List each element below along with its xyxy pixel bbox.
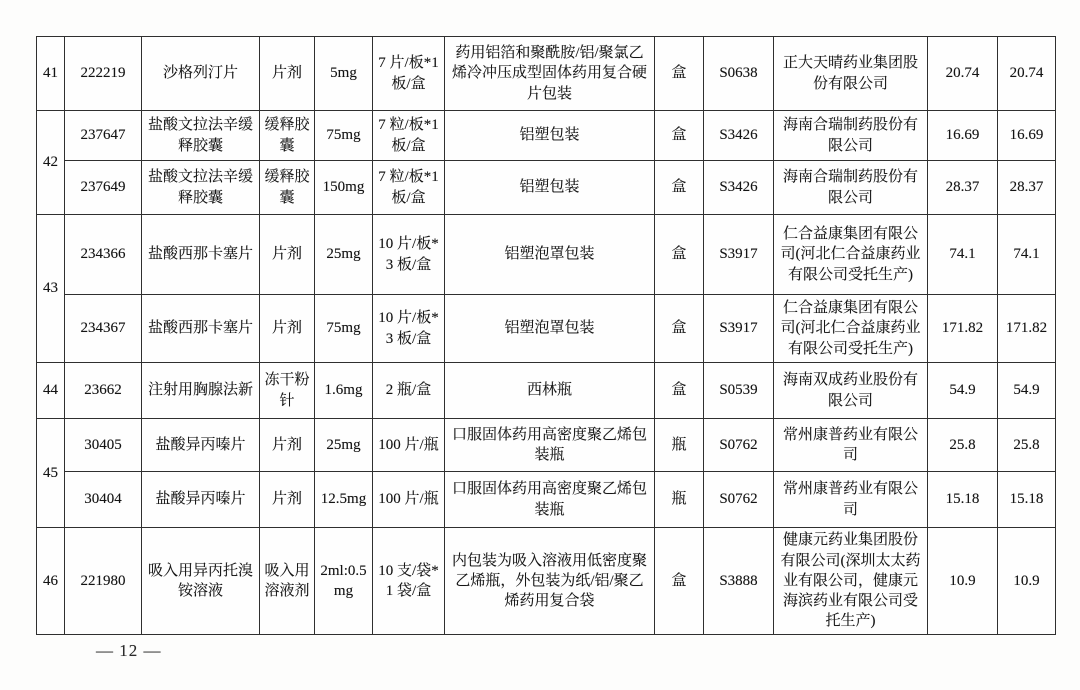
dosage-form-cell: 冻干粉针 [260,363,315,419]
spec-cell: 150mg [315,161,373,215]
drug-code-cell: 234367 [65,295,142,363]
spec-cell: 5mg [315,37,373,111]
spec-cell: 75mg [315,295,373,363]
drug-name-cell: 盐酸西那卡塞片 [142,215,260,295]
company-code-cell: S0539 [704,363,774,419]
price2-cell: 15.18 [998,472,1056,528]
price1-cell: 10.9 [928,528,998,635]
price1-cell: 15.18 [928,472,998,528]
dosage-form-cell: 片剂 [260,215,315,295]
drug-code-cell: 222219 [65,37,142,111]
table-row [37,472,1056,528]
price2-cell: 10.9 [998,528,1056,635]
drug-name-cell: 盐酸异丙嗪片 [142,419,260,472]
drug-name-cell: 吸入用异丙托溴铵溶液 [142,528,260,635]
package-spec-cell: 10 支/袋*1 袋/盒 [373,528,445,635]
company-code-cell: S3917 [704,295,774,363]
table-row [37,37,1056,111]
company-code-cell: S3917 [704,215,774,295]
package-spec-cell: 10 片/板*3 板/盒 [373,215,445,295]
spec-cell: 25mg [315,419,373,472]
unit-cell: 盒 [655,161,704,215]
price1-cell: 28.37 [928,161,998,215]
company-code-cell: S0762 [704,419,774,472]
package-material-cell: 西林瓶 [445,363,655,419]
table-row [37,295,1056,363]
drug-code-cell: 237647 [65,111,142,161]
table-row [37,111,1056,161]
dosage-form-cell: 吸入用溶液剂 [260,528,315,635]
package-material-cell: 口服固体药用高密度聚乙烯包装瓶 [445,472,655,528]
drug-name-cell: 沙格列汀片 [142,37,260,111]
price2-cell: 171.82 [998,295,1056,363]
package-spec-cell: 7 粒/板*1 板/盒 [373,111,445,161]
manufacturer-cell: 常州康普药业有限公司 [774,472,928,528]
price2-cell: 28.37 [998,161,1056,215]
drug-name-cell: 盐酸异丙嗪片 [142,472,260,528]
row-number-cell: 44 [37,363,65,419]
manufacturer-cell: 常州康普药业有限公司 [774,419,928,472]
package-spec-cell: 7 粒/板*1 板/盒 [373,161,445,215]
manufacturer-cell: 健康元药业集团股份有限公司(深圳太太药业有限公司，健康元海滨药业有限公司受托生产) [774,528,928,635]
manufacturer-cell: 正大天晴药业集团股份有限公司 [774,37,928,111]
row-number-cell: 43 [37,215,65,363]
dosage-form-cell: 缓释胶囊 [260,111,315,161]
package-spec-cell: 2 瓶/盒 [373,363,445,419]
table-row [37,215,1056,295]
row-number-cell: 41 [37,37,65,111]
table-row [37,161,1056,215]
manufacturer-cell: 海南合瑞制药股份有限公司 [774,161,928,215]
price1-cell: 74.1 [928,215,998,295]
dosage-form-cell: 片剂 [260,295,315,363]
drug-name-cell: 盐酸西那卡塞片 [142,295,260,363]
unit-cell: 瓶 [655,419,704,472]
unit-cell: 盒 [655,363,704,419]
manufacturer-cell: 海南双成药业股份有限公司 [774,363,928,419]
price1-cell: 25.8 [928,419,998,472]
page-number: — 12 — [96,641,162,660]
company-code-cell: S3426 [704,111,774,161]
drug-name-cell: 注射用胸腺法新 [142,363,260,419]
package-material-cell: 铝塑包装 [445,161,655,215]
drug-code-cell: 234366 [65,215,142,295]
table-row [37,419,1056,472]
price2-cell: 16.69 [998,111,1056,161]
row-number-cell: 46 [37,528,65,635]
price1-cell: 171.82 [928,295,998,363]
package-spec-cell: 10 片/板*3 板/盒 [373,295,445,363]
price1-cell: 54.9 [928,363,998,419]
package-material-cell: 铝塑泡罩包装 [445,295,655,363]
row-number-cell: 42 [37,111,65,215]
unit-cell: 盒 [655,111,704,161]
spec-cell: 25mg [315,215,373,295]
dosage-form-cell: 片剂 [260,419,315,472]
table-row [37,363,1056,419]
price2-cell: 54.9 [998,363,1056,419]
dosage-form-cell: 片剂 [260,472,315,528]
drug-code-cell: 30405 [65,419,142,472]
drug-price-table [36,36,1056,635]
unit-cell: 盒 [655,528,704,635]
package-spec-cell: 7 片/板*1 板/盒 [373,37,445,111]
spec-cell: 1.6mg [315,363,373,419]
manufacturer-cell: 仁合益康集团有限公司(河北仁合益康药业有限公司受托生产) [774,215,928,295]
dosage-form-cell: 缓释胶囊 [260,161,315,215]
spec-cell: 75mg [315,111,373,161]
unit-cell: 盒 [655,37,704,111]
drug-code-cell: 30404 [65,472,142,528]
company-code-cell: S0638 [704,37,774,111]
package-material-cell: 口服固体药用高密度聚乙烯包装瓶 [445,419,655,472]
spec-cell: 2ml:0.5mg [315,528,373,635]
unit-cell: 盒 [655,295,704,363]
unit-cell: 瓶 [655,472,704,528]
drug-code-cell: 237649 [65,161,142,215]
package-material-cell: 铝塑泡罩包装 [445,215,655,295]
package-material-cell: 铝塑包装 [445,111,655,161]
unit-cell: 盒 [655,215,704,295]
spec-cell: 12.5mg [315,472,373,528]
drug-code-cell: 23662 [65,363,142,419]
row-number-cell: 45 [37,419,65,528]
drug-code-cell: 221980 [65,528,142,635]
table-row [37,528,1056,635]
company-code-cell: S3888 [704,528,774,635]
price2-cell: 20.74 [998,37,1056,111]
dosage-form-cell: 片剂 [260,37,315,111]
package-material-cell: 药用铝箔和聚酰胺/铝/聚氯乙烯冷冲压成型固体药用复合硬片包装 [445,37,655,111]
price1-cell: 20.74 [928,37,998,111]
manufacturer-cell: 仁合益康集团有限公司(河北仁合益康药业有限公司受托生产) [774,295,928,363]
package-material-cell: 内包装为吸入溶液用低密度聚乙烯瓶，外包装为纸/铝/聚乙烯药用复合袋 [445,528,655,635]
manufacturer-cell: 海南合瑞制药股份有限公司 [774,111,928,161]
price2-cell: 74.1 [998,215,1056,295]
company-code-cell: S3426 [704,161,774,215]
package-spec-cell: 100 片/瓶 [373,419,445,472]
package-spec-cell: 100 片/瓶 [373,472,445,528]
drug-name-cell: 盐酸文拉法辛缓释胶囊 [142,161,260,215]
price1-cell: 16.69 [928,111,998,161]
drug-name-cell: 盐酸文拉法辛缓释胶囊 [142,111,260,161]
company-code-cell: S0762 [704,472,774,528]
price2-cell: 25.8 [998,419,1056,472]
